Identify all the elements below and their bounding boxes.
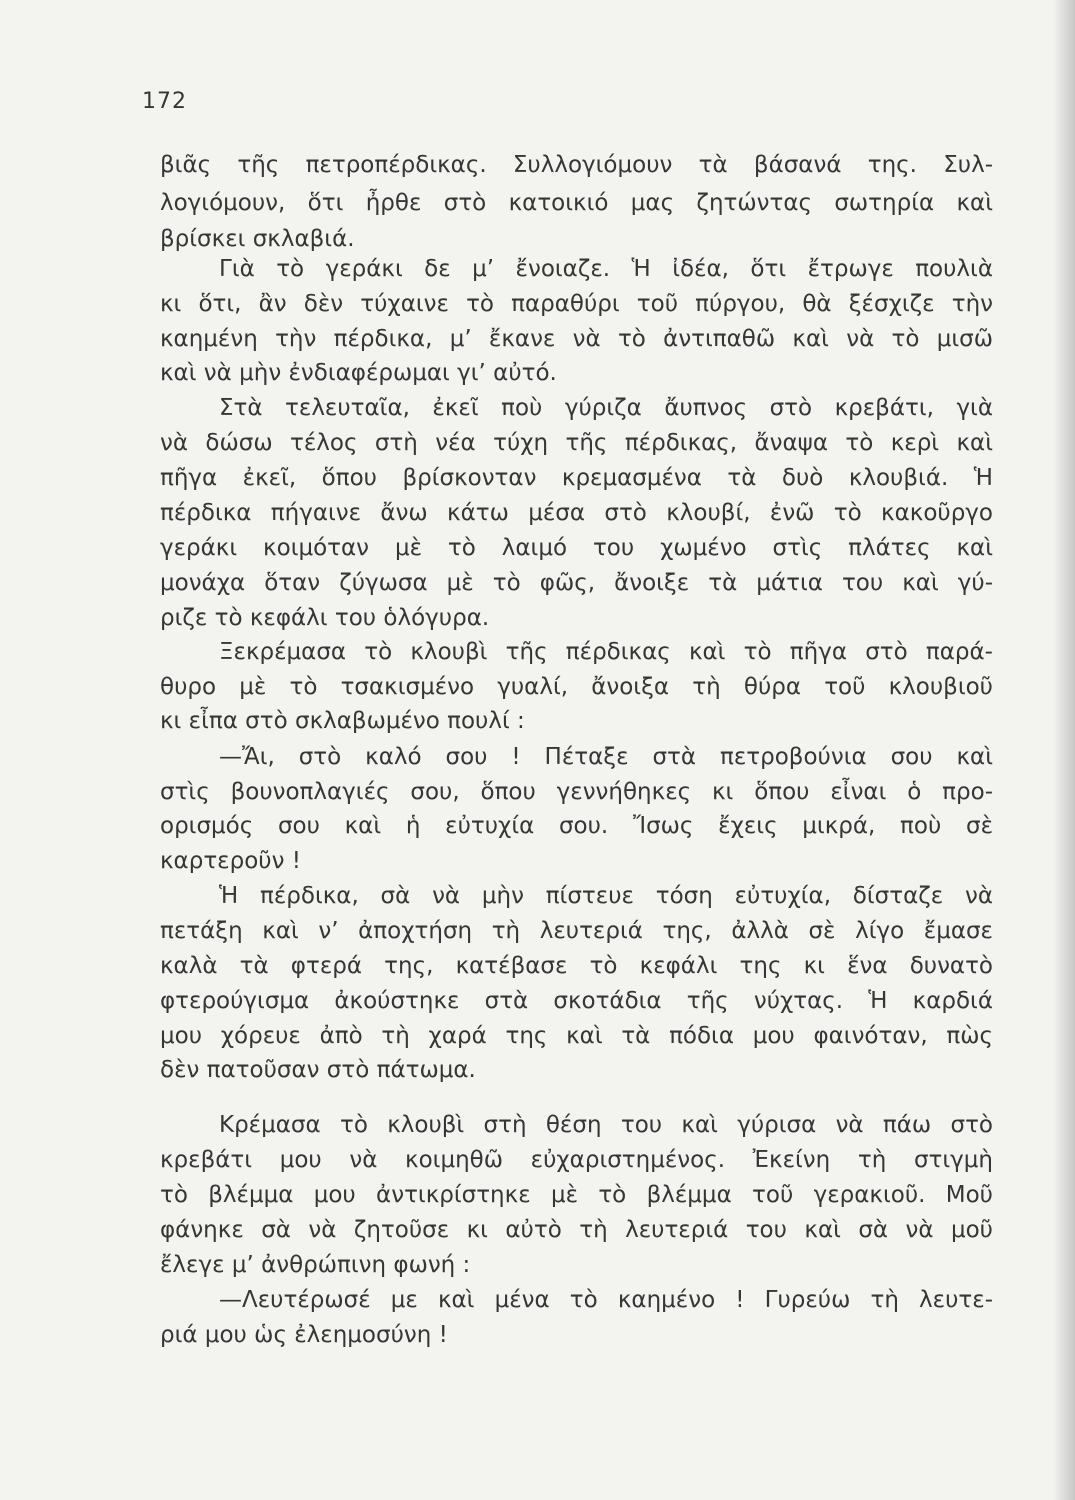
text-line: δὲν πατοῦσαν στὸ πάτωμα.	[160, 1057, 476, 1083]
text-line: Κρέμασα τὸ κλουβὶ στὴ θέση του καὶ γύρισα νὰ πάω στὸ	[219, 1112, 993, 1138]
text-line: κι ὅτι, ἂν δὲν τύχαινε τὸ παραθύρι τοῦ πύργου, θὰ ξέσχιζε τὴν	[160, 291, 993, 317]
text-line: στὶς βουνοπλαγιές σου, ὅπου γεννήθηκες κι ὅπου εἶναι ὁ προ-	[160, 779, 993, 805]
text-line: Γιὰ τὸ γεράκι δε μ’ ἔνοιαζε. Ἡ ἰδέα, ὅτι ἔτρωγε πουλιὰ	[219, 256, 993, 282]
text-line: πετάξη καὶ ν’ ἀποχτήση τὴ λευτεριά της, ἀλλὰ σὲ λίγο ἔμασε	[160, 918, 993, 944]
text-line: μου χόρευε ἀπὸ τὴ χαρά της καὶ τὰ πόδια μου φαινόταν, πὼς	[160, 1023, 993, 1049]
text-line: βρίσκει σκλαβιά.	[160, 226, 355, 252]
text-line: πῆγα ἐκεῖ, ὅπου βρίσκονταν κρεμασμένα τὰ δυὸ κλουβιά. Ἡ	[160, 465, 993, 491]
text-line: ἔλεγε μ’ ἀνθρώπινη φωνή :	[160, 1252, 471, 1278]
text-line: θυρο μὲ τὸ τσακισμένο γυαλί, ἄνοιξα τὴ θύρα τοῦ κλουβιοῦ	[160, 674, 993, 700]
text-line: καλὰ τὰ φτερά της, κατέβασε τὸ κεφάλι της κι ἕνα δυνατὸ	[160, 953, 993, 979]
text-line: καρτεροῦν !	[160, 848, 301, 874]
text-line: καημένη τὴν πέρδικα, μ’ ἔκανε νὰ τὸ ἀντιπαθῶ καὶ νὰ τὸ μισῶ	[160, 326, 993, 352]
text-line: νὰ δώσω τέλος στὴ νέα τύχη τῆς πέρδικας, ἄναψα τὸ κερὶ καὶ	[160, 430, 993, 456]
text-line: μονάχα ὅταν ζύγωσα μὲ τὸ φῶς, ἄνοιξε τὰ μάτια του καὶ γύ-	[160, 570, 993, 596]
text-line: φτερούγισμα ἀκούστηκε στὰ σκοτάδια τῆς νύχτας. Ἡ καρδιά	[160, 988, 993, 1014]
text-line: Ξεκρέμασα τὸ κλουβὶ τῆς πέρδικας καὶ τὸ πῆγα στὸ παρά-	[219, 639, 993, 665]
text-line: πέρδικα πήγαινε ἄνω κάτω μέσα στὸ κλουβί, ἐνῶ τὸ κακοῦργο	[160, 500, 993, 526]
text-line: τὸ βλέμμα μου ἀντικρίστηκε μὲ τὸ βλέμμα τοῦ γερακιοῦ. Μοῦ	[160, 1182, 993, 1208]
text-line: Ἡ πέρδικα, σὰ νὰ μὴν πίστευε τόση εὐτυχία, δίσταζε νὰ	[219, 883, 993, 909]
text-line: καὶ νὰ μὴν ἐνδιαφέρωμαι γι’ αὐτό.	[160, 360, 557, 386]
text-line: λογιόμουν, ὅτι ἦρθε στὸ κατοικιό μας ζητώντας σωτηρία καὶ	[160, 190, 993, 216]
text-line: Στὰ τελευταῖα, ἐκεῖ ποὺ γύριζα ἄυπνος στὸ κρεβάτι, γιὰ	[219, 395, 993, 421]
page-number: 172	[142, 89, 187, 114]
text-line: ορισμός σου καὶ ἡ εὐτυχία σου. Ἴσως ἔχεις μικρά, ποὺ σὲ	[160, 813, 993, 839]
text-line: ριά μου ὡς ἐλεημοσύνη !	[160, 1322, 448, 1348]
text-line: κρεβάτι μου νὰ κοιμηθῶ εὐχαριστημένος. Ἐκείνη τὴ στιγμὴ	[160, 1147, 993, 1173]
page-edge-shadow	[1053, 0, 1075, 1500]
text-line: —Λευτέρωσέ με καὶ μένα τὸ καημένο ! Γυρεύω τὴ λευτε-	[219, 1287, 993, 1313]
text-line: —Ἄι, στὸ καλό σου ! Πέταξε στὰ πετροβούνια σου καὶ	[219, 744, 993, 770]
text-line: κι εἶπα στὸ σκλαβωμένο πουλί :	[160, 708, 525, 734]
text-line: φάνηκε σὰ νὰ ζητοῦσε κι αὐτὸ τὴ λευτεριά του καὶ σὰ νὰ μοῦ	[160, 1217, 993, 1243]
text-line: βιᾶς τῆς πετροπέρδικας. Συλλογιόμουν τὰ βάσανά της. Συλ-	[160, 152, 993, 178]
text-line: ριζε τὸ κεφάλι του ὁλόγυρα.	[160, 605, 490, 631]
text-line: γεράκι κοιμόταν μὲ τὸ λαιμό του χωμένο στὶς πλάτες καὶ	[160, 535, 993, 561]
